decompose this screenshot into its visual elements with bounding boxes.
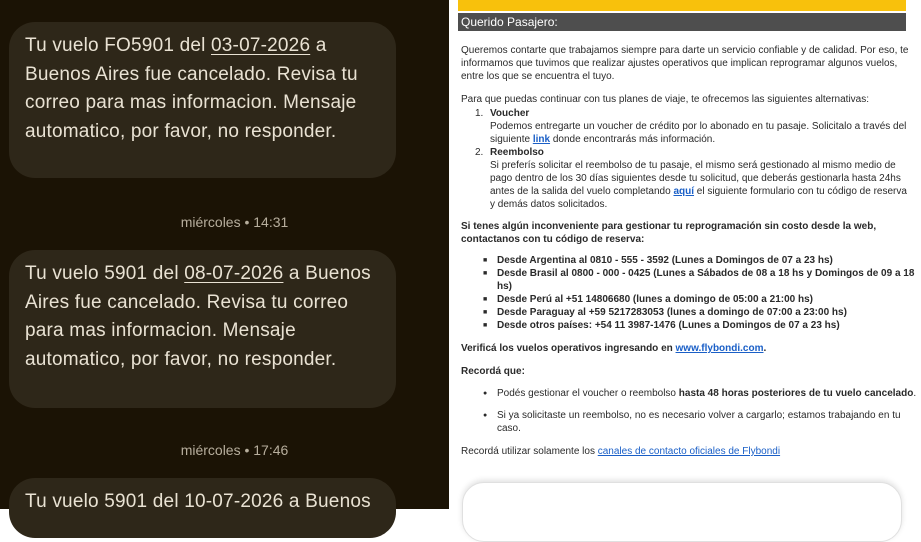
option-text: Podemos entregarte un voucher de crédito por lo abonado en tu pasaje. Solicitalo a través del siguiente <box>490 121 907 145</box>
verify-text: . <box>763 343 767 354</box>
remember-list <box>483 387 921 435</box>
intro-paragraph: Queremos contarte que trabajamos siempre para darte un servicio confiable y de calidad. Por eso, te informamos que tuvimos que realizar ajustes operativos que implican reprogramar algunos vuelos, entre los que se encuentra el tuyo. <box>461 45 909 82</box>
email-body <box>461 44 921 458</box>
option-title: Reembolso <box>490 147 544 158</box>
email-greeting-header: Querido Pasajero: <box>458 13 906 31</box>
sms-date-link[interactable]: 03-07-2026 <box>211 35 311 56</box>
option-description <box>475 159 913 211</box>
sms-date-link[interactable]: 08-07-2026 <box>184 263 284 284</box>
sms-message-bubble[interactable] <box>9 478 396 538</box>
option-number: 2. <box>475 147 484 158</box>
remember-text: Si ya solicitaste un reembolso, no es necesario volver a cargarlo; estamos trabajando en tu caso. <box>497 410 901 434</box>
remember-text: Podés gestionar el voucher o reembolso <box>497 388 679 399</box>
sms-text: Tu vuelo 5901 del <box>25 263 185 284</box>
option-voucher <box>475 107 921 120</box>
remember-item <box>483 387 921 400</box>
phone-item: ■ Desde Paraguay al +59 5217283053 (lunes a domingo de 07:00 a 23:00 hs) <box>483 306 921 319</box>
phone-item: ■ Desde Perú al +51 14806680 (lunes a domingo de 05:00 a 21:00 hs) <box>483 293 921 306</box>
phone-item: ■ Desde Brasil al 0800 - 000 - 0425 (Lunes a Sábados de 08 a 18 hs y Domingos de 09 a 18 hs) <box>483 267 921 293</box>
sms-message-bubble[interactable] <box>9 250 396 408</box>
phone-list <box>483 254 921 332</box>
verify-text: Verificá los vuelos operativos ingresando en <box>461 343 676 354</box>
remember-title: Recordá que: <box>461 366 525 377</box>
website-link[interactable]: www.flybondi.com <box>675 343 764 354</box>
remember-bold: hasta 48 horas posteriores de tu vuelo cancelado <box>678 388 914 399</box>
sms-message-bubble[interactable] <box>9 22 396 178</box>
message-timestamp: miércoles • 14:31 <box>180 214 289 230</box>
refund-form-link[interactable]: aquí <box>673 186 695 197</box>
message-timestamp: miércoles • 17:46 <box>180 442 289 458</box>
official-channels-link[interactable]: canales de contacto oficiales de Flybondi <box>597 446 781 457</box>
sms-text: a Buenos <box>283 491 371 512</box>
option-text: donde encontrarás más información. <box>550 134 716 145</box>
sms-text: Tu vuelo 5901 del <box>25 491 185 512</box>
remember-item <box>483 409 921 435</box>
option-description <box>475 120 913 146</box>
voucher-link[interactable]: link <box>532 134 551 145</box>
sms-thread[interactable] <box>0 0 449 512</box>
reply-compose-box[interactable] <box>462 482 902 542</box>
sms-date: 10-07-2026 <box>184 491 284 512</box>
option-text: el siguiente formulario con tu código de reserva y demás datos solicitados. <box>490 186 907 210</box>
contact-channels-paragraph <box>461 445 921 458</box>
option-title: Voucher <box>490 108 530 119</box>
verify-paragraph <box>461 342 921 355</box>
sms-text: Tu vuelo FO5901 del <box>25 35 212 56</box>
option-refund <box>475 146 921 159</box>
sms-text: a Buenos Aires fue cancelado. Revisa tu correo para mas informacion. Mensaje automatico, por favor, no responder. <box>25 263 371 370</box>
phone-item: ■ Desde otros países: +54 11 3987-1476 (Lunes a Domingos de 07 a 23 hs) <box>483 319 921 332</box>
contact-text: Recordá utilizar solamente los <box>461 446 598 457</box>
option-number: 1. <box>475 108 484 119</box>
option-text: Si preferís solicitar el reembolso de tu pasaje, el mismo será gestionado al mismo medio de pago dentro de los 30 días siguientes desde tu solicitud, que deberás gestionarla hasta 24hs antes de la salida del vuelo completando <box>490 160 901 197</box>
remember-text: . <box>913 388 917 399</box>
sms-text: a Buenos Aires fue cancelado. Revisa tu correo para mas informacion. Mensaje automatico, por favor, no responder. <box>25 35 358 142</box>
options-list <box>475 107 921 211</box>
email-view[interactable] <box>454 0 917 509</box>
brand-banner <box>458 0 906 11</box>
contact-intro: Si tenes algún inconveniente para gestionar tu reprogramación sin costo desde la web, contactanos con tu código de reserva: <box>461 221 877 245</box>
alternatives-intro: Para que puedas continuar con tus planes de viaje, te ofrecemos las siguientes alternativas: <box>461 94 870 105</box>
phone-item: ■ Desde Argentina al 0810 - 555 - 3592 (Lunes a Domingos de 07 a 23 hs) <box>483 254 921 267</box>
